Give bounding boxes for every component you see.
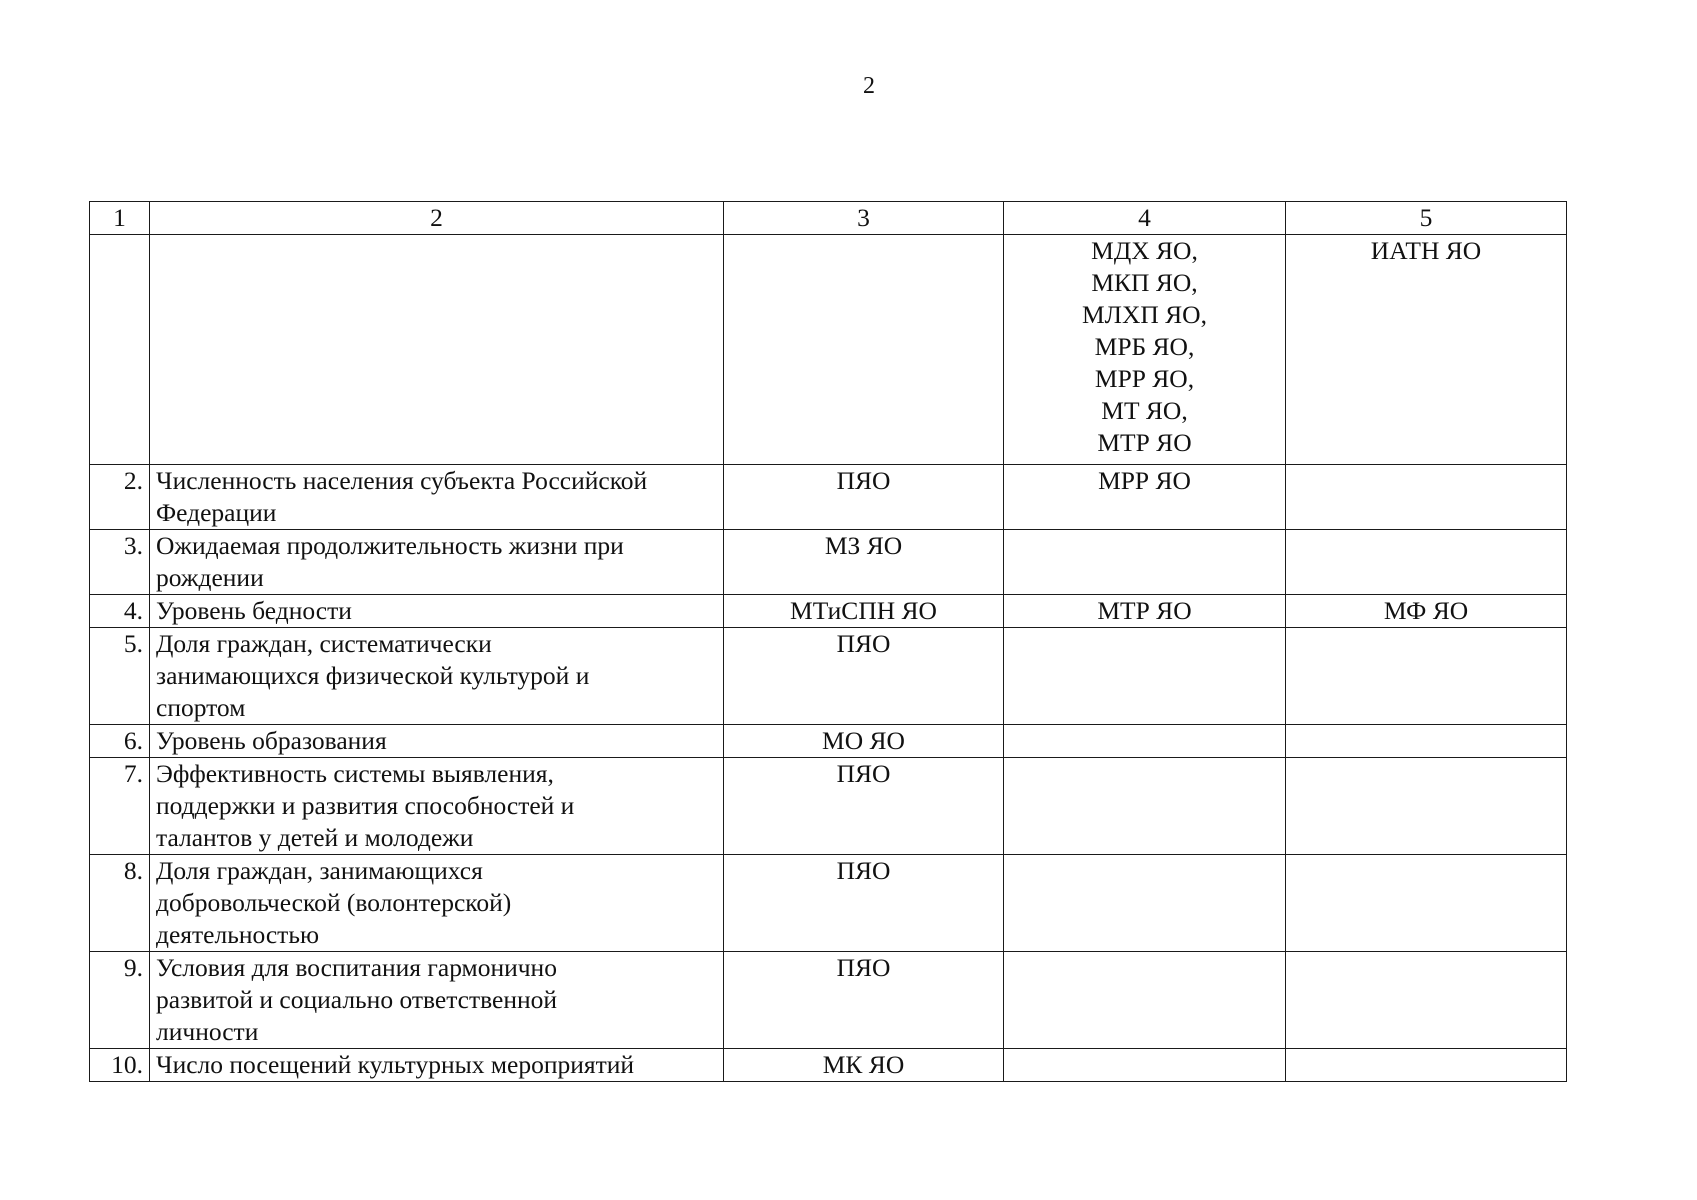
responsible-cell-line: МЗ ЯО	[824, 531, 903, 560]
coexecutor-cell	[1004, 1049, 1286, 1082]
responsible-cell	[724, 628, 1004, 725]
responsible-cell-line: МТиСПН ЯО	[790, 596, 937, 625]
responsible-cell-line: ПЯО	[836, 856, 891, 885]
responsible-cell-line: МК ЯО	[822, 1050, 905, 1079]
responsible-cell	[724, 530, 1004, 595]
indicator-name-cell	[150, 758, 724, 855]
coexecutor-cell	[1004, 465, 1286, 530]
indicators-table	[89, 201, 1567, 1082]
indicator-name-cell-line: Эффективность системы выявления,	[156, 759, 554, 788]
responsible-cell-line: ПЯО	[836, 759, 891, 788]
responsible-cell	[724, 235, 1004, 465]
coexecutor-cell-line: МТР ЯО	[1097, 428, 1192, 457]
indicator-name-cell	[150, 628, 724, 725]
table-row	[90, 465, 1567, 530]
table-row	[90, 725, 1567, 758]
indicator-name-cell	[150, 1049, 724, 1082]
table-row	[90, 530, 1567, 595]
header-cell-3: 3	[724, 202, 1004, 235]
indicator-name-cell	[150, 855, 724, 952]
row-number-cell: 5.	[90, 628, 150, 725]
indicator-name-cell	[150, 952, 724, 1049]
participant-cell-line: ИАТН ЯО	[1370, 236, 1482, 265]
responsible-cell	[724, 465, 1004, 530]
indicator-name-cell-line: Федерации	[156, 498, 277, 527]
indicator-name-cell-line: спортом	[156, 693, 246, 722]
participant-cell	[1286, 725, 1567, 758]
indicator-name-cell-line: Уровень бедности	[156, 596, 352, 625]
indicator-name-cell-line: Ожидаемая продолжительность жизни при	[156, 531, 624, 560]
responsible-cell-line: ПЯО	[836, 466, 891, 495]
participant-cell	[1286, 1049, 1567, 1082]
coexecutor-cell-line: МКП ЯО,	[1091, 268, 1198, 297]
header-cell-4: 4	[1004, 202, 1286, 235]
coexecutor-cell-line: МТ ЯО,	[1101, 396, 1188, 425]
indicator-name-cell	[150, 530, 724, 595]
responsible-cell	[724, 595, 1004, 628]
table-row	[90, 235, 1567, 465]
row-number-cell	[90, 235, 150, 465]
row-number-cell: 6.	[90, 725, 150, 758]
indicator-name-cell-line: рождении	[156, 563, 264, 592]
coexecutor-cell-line: МРР ЯО	[1098, 466, 1191, 495]
row-number-cell: 8.	[90, 855, 150, 952]
row-number-cell: 9.	[90, 952, 150, 1049]
indicator-name-cell-line: Условия для воспитания гармонично	[156, 953, 557, 982]
participant-cell	[1286, 758, 1567, 855]
coexecutor-cell-line: МРР ЯО,	[1094, 364, 1195, 393]
header-cell-2: 2	[150, 202, 724, 235]
indicator-name-cell	[150, 465, 724, 530]
table-row	[90, 952, 1567, 1049]
indicator-name-cell	[150, 235, 724, 465]
indicator-name-cell-line: деятельностью	[156, 920, 320, 949]
indicator-name-cell-line: Численность населения субъекта Российской	[156, 466, 648, 495]
table-row	[90, 595, 1567, 628]
coexecutor-cell	[1004, 595, 1286, 628]
indicator-name-cell-line: Доля граждан, занимающихся	[156, 856, 483, 885]
coexecutor-cell	[1004, 628, 1286, 725]
participant-cell	[1286, 530, 1567, 595]
indicator-name-cell	[150, 725, 724, 758]
table-header-row	[90, 202, 1567, 235]
table-row	[90, 1049, 1567, 1082]
coexecutor-cell	[1004, 235, 1286, 465]
responsible-cell-line: МО ЯО	[822, 726, 905, 755]
responsible-cell	[724, 725, 1004, 758]
coexecutor-cell	[1004, 725, 1286, 758]
indicator-name-cell-line: поддержки и развития способностей и	[156, 791, 575, 820]
coexecutor-cell	[1004, 758, 1286, 855]
header-cell-5: 5	[1286, 202, 1567, 235]
page-number: 2	[863, 73, 875, 99]
indicator-name-cell	[150, 595, 724, 628]
participant-cell-line: МФ ЯО	[1383, 596, 1469, 625]
table-row	[90, 628, 1567, 725]
table-row	[90, 758, 1567, 855]
responsible-cell	[724, 758, 1004, 855]
indicator-name-cell-line: личности	[156, 1017, 259, 1046]
participant-cell	[1286, 235, 1567, 465]
responsible-cell-line: ПЯО	[836, 953, 891, 982]
indicator-name-cell-line: развитой и социально ответственной	[156, 985, 558, 1014]
coexecutor-cell-line: МТР ЯО	[1097, 596, 1192, 625]
row-number-cell: 7.	[90, 758, 150, 855]
indicator-name-cell-line: Доля граждан, систематически	[156, 629, 492, 658]
row-number-cell: 4.	[90, 595, 150, 628]
row-number-cell: 10.	[90, 1049, 150, 1082]
row-number-cell: 3.	[90, 530, 150, 595]
row-number-cell: 2.	[90, 465, 150, 530]
coexecutor-cell	[1004, 855, 1286, 952]
responsible-cell	[724, 952, 1004, 1049]
indicator-name-cell-line: талантов у детей и молодежи	[156, 823, 474, 852]
coexecutor-cell-line: МДХ ЯО,	[1091, 236, 1198, 265]
participant-cell	[1286, 855, 1567, 952]
coexecutor-cell-line: МЛХП ЯО,	[1082, 300, 1207, 329]
indicator-name-cell-line: Уровень образования	[156, 726, 387, 755]
header-cell-1: 1	[90, 202, 150, 235]
coexecutor-cell	[1004, 952, 1286, 1049]
responsible-cell	[724, 855, 1004, 952]
indicator-name-cell-line: занимающихся физической культурой и	[156, 661, 590, 690]
participant-cell	[1286, 595, 1567, 628]
participant-cell	[1286, 952, 1567, 1049]
table-row	[90, 855, 1567, 952]
participant-cell	[1286, 465, 1567, 530]
responsible-cell	[724, 1049, 1004, 1082]
indicator-name-cell-line: Число посещений культурных мероприятий	[156, 1050, 635, 1079]
responsible-cell-line: ПЯО	[836, 629, 891, 658]
indicator-name-cell-line: добровольческой (волонтерской)	[156, 888, 512, 917]
participant-cell	[1286, 628, 1567, 725]
coexecutor-cell-line: МРБ ЯО,	[1094, 332, 1195, 361]
coexecutor-cell	[1004, 530, 1286, 595]
